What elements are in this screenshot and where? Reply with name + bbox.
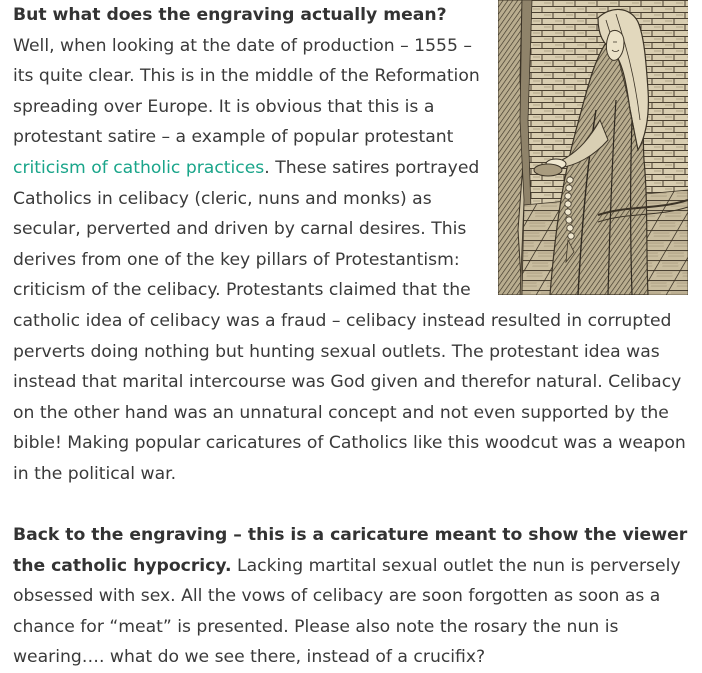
criticism-link[interactable]: criticism of catholic practices bbox=[13, 157, 265, 178]
paragraph-text: . These satires portrayed Catholics in celibacy (cleric, nuns and monks) as secular, perverted and driven by carnal desires. This derives from one of the key pillars of Protestantism: criticism of the celibacy. Protestants claimed that the catholic idea of celibacy was a fraud – celibacy instead resulted in corrupted perverts doing nothing but hunting sexual outlets. The protestant idea was instead that marital intercourse was God given and therefor natural. Celibacy on the other hand was an unnatural concept and not even supported by the bible! Making popular caricatures of Catholics like this woodcut was a weapon in the political war. bbox=[13, 157, 686, 484]
paragraph-lead-bold: Back to the engraving – this is a caricature meant to show the viewer the catholic hypocricy. bbox=[13, 525, 688, 576]
article-body bbox=[13, 0, 688, 673]
engraving-image bbox=[498, 0, 688, 295]
paragraph-lead-bold: But what does the engraving actually mean? bbox=[13, 5, 447, 25]
paragraph-caricature bbox=[13, 520, 688, 673]
paragraph-text: Well, when looking at the date of production – 1555 – its quite clear. This is in the middle of the Reformation spreading over Europe. It is obvious that this is a protestant satire – a example of popular protestant bbox=[13, 35, 480, 148]
paragraph-text: Lacking martital sexual outlet the nun is perversely obsessed with sex. All the vows of celibacy are soon forgotten as soon as a chance for “meat” is presented. Please also note the rosary the nun is wearing…. what do we see there, instead of a crucifix? bbox=[13, 555, 681, 668]
